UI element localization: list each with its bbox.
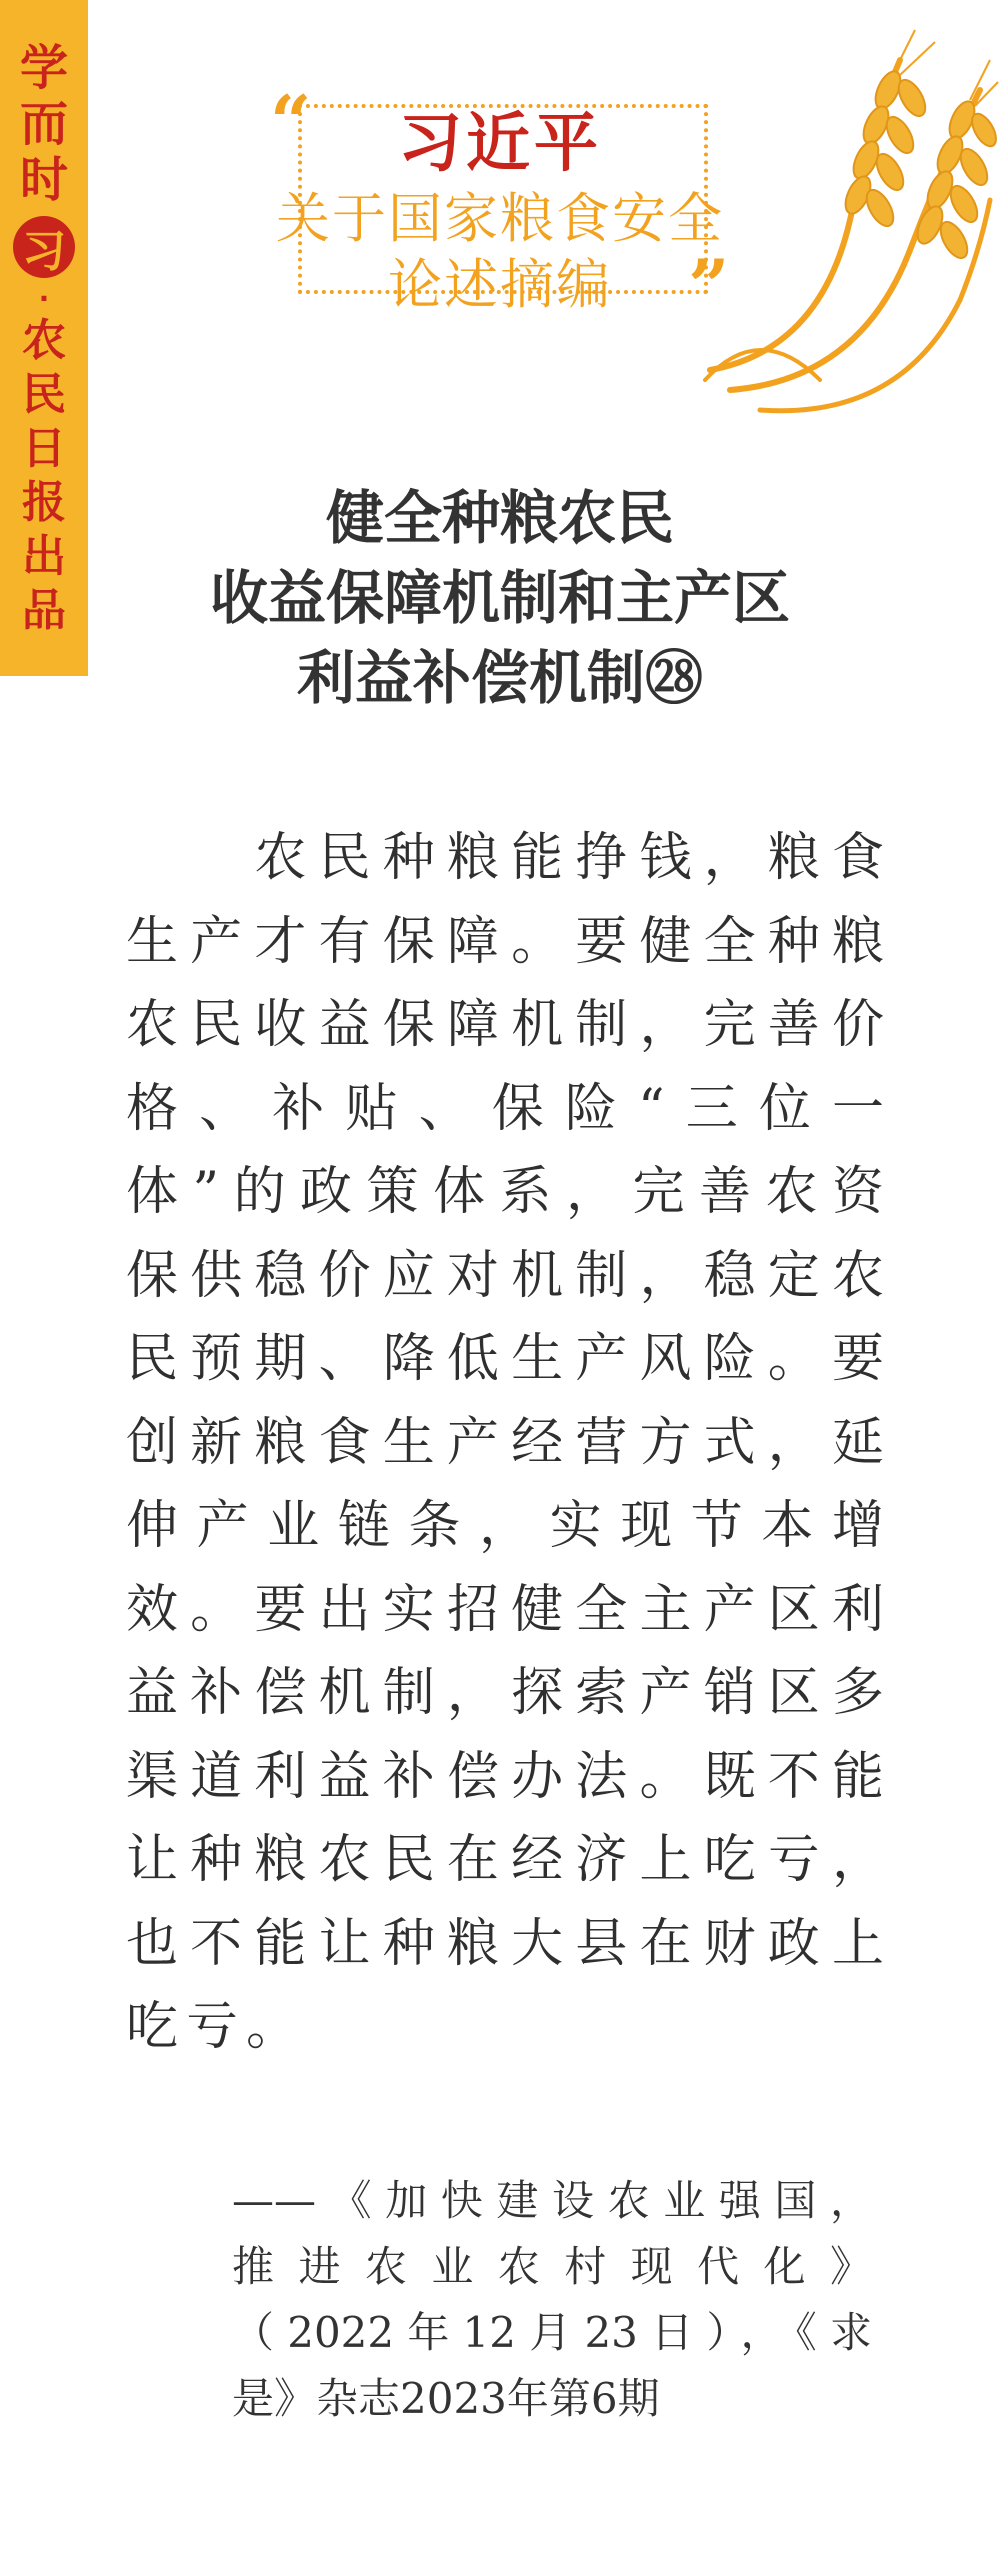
side-tab-char: 日 [22, 423, 66, 474]
article-title [0, 478, 1000, 718]
body-line: 伸产业链条，实现节本增 [126, 1496, 892, 1556]
body-line: 保供稳价应对机制，稳定农 [126, 1245, 892, 1306]
header-name: 习近平 [398, 107, 602, 181]
source-line: （2022年12月23日），《求 [232, 2308, 872, 2357]
article-body [126, 817, 892, 2070]
title-line: 健全种粮农民 [325, 484, 674, 552]
body-line: 体”的政策体系，完善农资 [126, 1162, 892, 1222]
source-line: ——《加快建设农业强国， [232, 2176, 872, 2225]
body-line: 创新粮食生产经营方式，延 [126, 1412, 892, 1473]
side-tab-char: 报 [22, 477, 66, 528]
body-line: 效。要出实招健全主产区利 [126, 1579, 892, 1640]
side-tab-char: 时 [19, 152, 68, 208]
header-subtitle-line2: 论述摘编 [388, 253, 612, 316]
side-tab-char: 品 [22, 585, 66, 636]
body-line: 生产才有保障。要健全种粮 [126, 911, 892, 972]
source-citation [232, 2168, 872, 2432]
body-line: 农民种粮能挣钱，粮食 [126, 828, 892, 888]
body-line: 吃亏。 [126, 1997, 307, 2057]
side-tab-xi-badge: 习 [13, 216, 75, 278]
side-tab-dot: · [38, 282, 50, 315]
side-tab-char: 而 [19, 96, 68, 152]
source-line: 是》杂志2023年第6期 [232, 2374, 660, 2423]
body-line: 益补偿机制，探索产销区多 [126, 1663, 892, 1723]
open-quote-mark: “ [270, 79, 312, 164]
body-line: 农民收益保障机制，完善价 [126, 995, 892, 1055]
source-line: 推进农业农村现代化》 [232, 2242, 872, 2291]
title-line: 利益补偿机制㉘ [296, 644, 703, 712]
side-tab-char: 民 [22, 369, 66, 420]
side-tab-char: 学 [19, 40, 68, 96]
wheat-icon [700, 20, 1000, 430]
close-quote-mark: ” [688, 243, 730, 328]
body-line: 渠道利益补偿办法。既不能 [126, 1746, 892, 1807]
title-line: 收益保障机制和主产区 [209, 564, 790, 632]
side-tab-char: 农 [22, 315, 66, 366]
body-line: 格、补贴、保险“三位一 [126, 1078, 892, 1139]
body-line: 也不能让种粮大县在财政上 [126, 1913, 892, 1974]
body-line: 民预期、降低生产风险。要 [126, 1329, 892, 1389]
side-tab-char: 出 [22, 531, 66, 582]
header-subtitle-line1: 关于国家粮食安全 [276, 187, 724, 250]
body-line: 让种粮农民在经济上吃亏， [126, 1830, 892, 1890]
